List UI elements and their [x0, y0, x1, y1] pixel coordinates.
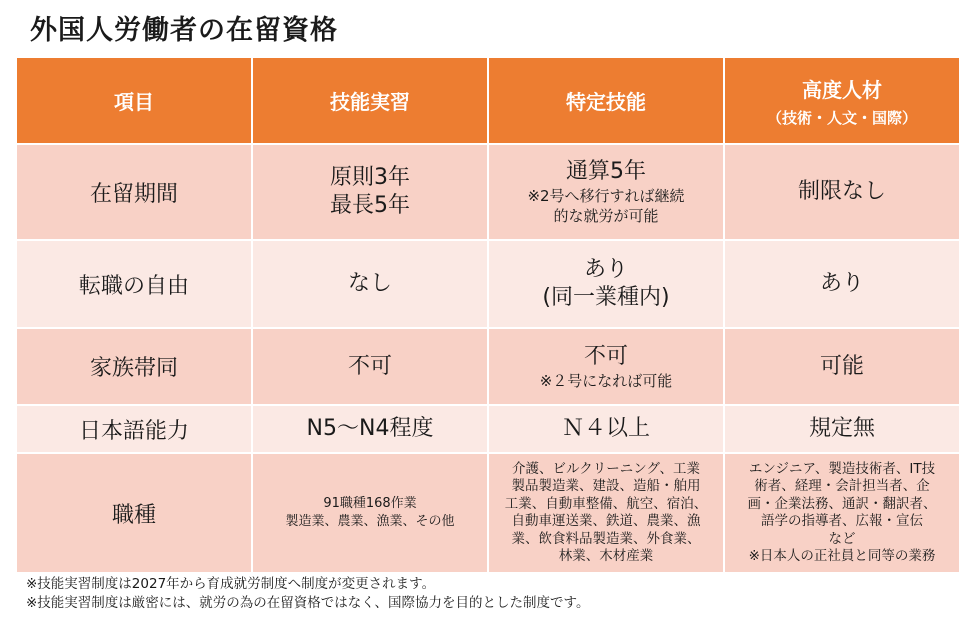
period-intern-line1: 原則3年 [330, 165, 410, 190]
cell-japanese-highly [724, 405, 960, 453]
table-row-occupation [16, 453, 960, 573]
table-row-job-change [16, 240, 960, 328]
occupation-highly-line: ※日本人の正社員と同等の業務 [748, 548, 936, 564]
family-specified-main: 不可 [583, 343, 628, 369]
cell-family-intern [252, 328, 488, 405]
row-label-job-change: 転職の自由 [16, 240, 252, 328]
header-highly-skilled [724, 57, 960, 144]
occupation-intern-line1: 91職種168作業 [323, 496, 417, 511]
page-title: 外国人労働者の在留資格 [30, 15, 338, 46]
occupation-specified-line: 自動車運送業、鉄道、農業、漁 [511, 513, 701, 529]
cell-japanese-intern [252, 405, 488, 453]
occupation-highly-line: 画・企業法務、通訳・翻訳者、 [747, 495, 937, 512]
occupation-specified-line: 製品製造業、建設、造船・舶用 [511, 478, 701, 494]
period-highly-value: 制限なし [797, 179, 886, 204]
occupation-highly-line: 術者、経理・会計担当者、企 [754, 478, 930, 494]
cell-job-change-highly [724, 240, 960, 328]
occupation-highly-line: 語学の指導者、広報・宣伝 [761, 513, 923, 529]
japanese-specified-value: Ｎ４以上 [561, 416, 650, 441]
period-intern-line2: 最長5年 [330, 193, 410, 218]
occupation-specified-line: 林業、木材産業 [558, 548, 654, 564]
footnotes [26, 575, 589, 613]
job-change-specified-line1: あり [583, 257, 628, 282]
job-change-highly-value: あり [819, 271, 864, 296]
header-technical-intern: 技能実習 [252, 57, 488, 144]
japanese-highly-value: 規定無 [808, 416, 875, 441]
period-specified-main: 通算5年 [566, 159, 646, 184]
cell-period-intern [252, 144, 488, 240]
row-label-period: 在留期間 [16, 144, 252, 240]
job-change-specified-line2: (同一業種内) [542, 285, 670, 310]
cell-occupation-specified [488, 453, 724, 573]
cell-occupation-intern [252, 453, 488, 573]
japanese-intern-value: N5～N4程度 [306, 416, 434, 441]
occupation-specified-line: 工業、自動車整備、航空、宿泊、 [504, 495, 708, 512]
job-change-intern-value: なし [347, 271, 392, 296]
table-row-japanese [16, 405, 960, 453]
occupation-specified-line: 介護、ビルクリーニング、工業 [512, 460, 700, 477]
footnote-1: ※技能実習制度は2027年から育成就労制度へ制度が変更されます。 [26, 576, 436, 592]
cell-japanese-specified [488, 405, 724, 453]
cell-period-specified [488, 144, 724, 240]
period-specified-note1: ※2号へ移行すれば継続 [527, 187, 685, 205]
row-label-family: 家族帯同 [16, 328, 252, 405]
row-label-japanese: 日本語能力 [16, 405, 252, 453]
header-highly-skilled-sub: （技術・人文・国際） [766, 108, 917, 127]
family-highly-value: 可能 [819, 353, 864, 379]
table-header-row [16, 57, 960, 144]
occupation-highly-line: など [828, 530, 856, 547]
row-label-occupation: 職種 [16, 453, 252, 573]
cell-family-highly [724, 328, 960, 405]
header-specified-skilled: 特定技能 [488, 57, 724, 144]
header-highly-skilled-title: 高度人材 [802, 77, 882, 102]
family-specified-note: ※２号になれば可能 [539, 371, 673, 390]
cell-period-highly [724, 144, 960, 240]
period-specified-note2: 的な就労が可能 [553, 207, 659, 225]
family-intern-value: 不可 [347, 353, 392, 379]
occupation-highly-line: エンジニア、製造技術者、IT技 [748, 460, 936, 477]
table-row-family [16, 328, 960, 405]
header-item: 項目 [16, 57, 252, 144]
visa-comparison-table [15, 56, 961, 574]
occupation-specified-line: 業、飲食料品製造業、外食業、 [511, 530, 701, 547]
cell-job-change-intern [252, 240, 488, 328]
cell-family-specified [488, 328, 724, 405]
cell-job-change-specified [488, 240, 724, 328]
cell-occupation-highly [724, 453, 960, 573]
footnote-2: ※技能実習制度は厳密には、就労の為の在留資格ではなく、国際協力を目的とした制度です。 [26, 595, 590, 611]
occupation-intern-line2: 製造業、農業、漁業、その他 [285, 514, 455, 529]
table-row-period [16, 144, 960, 240]
